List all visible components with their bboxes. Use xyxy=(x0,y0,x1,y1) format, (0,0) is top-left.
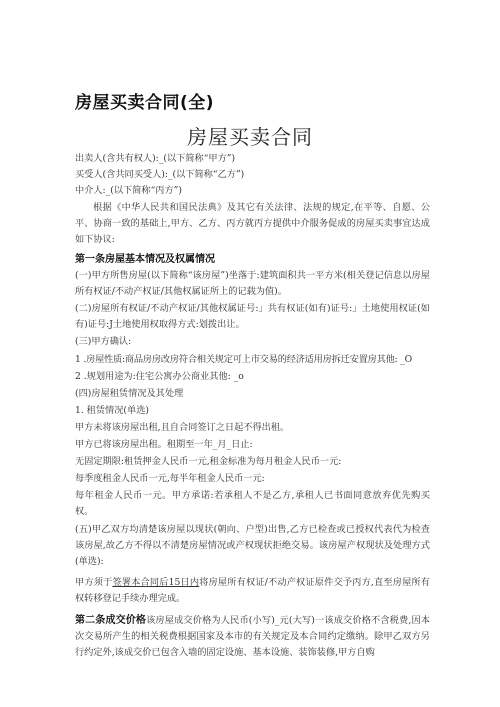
section-1-clause-3: (三)甲方确认: xyxy=(75,336,132,347)
lease-option-no-term: 无固定期限:租赁押金人民币一元,租金标准为每月租金人民币一元: xyxy=(75,456,342,467)
section-2-paragraph xyxy=(75,613,430,661)
certificate-delivery-deadline: 签署本合同后15日内 xyxy=(112,577,200,588)
planned-use-line: 2 .规划用途为:住宅公寓办公商业其他: _o xyxy=(75,371,244,382)
lease-option-quarterly: 每季度租金人民币一元,每半年租金人民币一元: xyxy=(75,473,265,484)
preamble-paragraph: 根据《中华人民共和国民法典》及其它有关法律、法规的规定,在平等、自愿、公平、协商一致的基础上,甲方、乙方、丙方就丙方提供中介服务促成的房屋买卖事宜达成如下协议: xyxy=(75,202,430,245)
lease-option-yearly: 每年租金人民币一元。甲方承诺:若承租人不是乙方,承租人已书面同意放弃优先购买权。 xyxy=(75,490,430,517)
section-1-clause-5: (五)甲乙双方均清楚该房屋以现状(朝向、户型)出售,乙方已检查或已授权代表代为检查该房屋,故乙方不得以不清楚房屋情况或产权现状拒绝交易。该房屋产权现状及处理方式(单选): xyxy=(75,524,430,567)
lease-option-heading: 1. 租赁情况(单选) xyxy=(75,405,149,416)
party-agent-line: 中介人:_(以下简称“丙方”) xyxy=(75,185,182,196)
section-2-body: 该房屋成交价格为人民币(小写)_元(大写)一该成交价格不含税费,因本次交易所产生的相关税费根据国家及本市的有关规定及本合同约定缴纳。除甲乙双方另行约定外,该成交价已包含入墙的固定设施、基本设施、装饰装修,甲方自购 xyxy=(75,615,430,658)
party-buyer-line: 买受人(含共同买受人):_(以下简称“乙方”) xyxy=(75,169,245,180)
section-1-clause-2: (二)房屋所有权证/不动产权证/其他权属证号:」共有权证(如有)证号:」土地使用权证(如有)证号:J土地使用权取得方式:划拨出让。 xyxy=(75,303,430,330)
section-1-title: 第一条房屋基本情况及权属情况 xyxy=(75,254,215,265)
property-nature-line: 1 .房屋性质:商品房房改房符合相关规定可上市交易的经济适用房拆迁安置房其他: _O xyxy=(75,354,412,365)
contract-title: 房屋买卖合同 xyxy=(187,125,313,149)
lease-option-rented: 甲方已将该房屋出租。租期至一年_月_日止: xyxy=(75,439,253,450)
lease-option-not-rented: 甲方未将该房屋出租,且自合同签订之日起不得出租。 xyxy=(75,422,290,433)
certificate-delivery-suffix: 将房屋所有权证/不动产权证原件交予丙方,直至房屋所有权转移登记手续办理完成。 xyxy=(75,577,430,604)
certificate-delivery-prefix: 甲方须于 xyxy=(75,577,113,588)
party-seller-line: 出卖人(含共有权人):_(以下简称“甲方”) xyxy=(75,153,236,164)
section-1-clause-1: (一)甲方所售房屋(以下简称“该房屋”)坐落于:建筑面积共一平方米(相关登记信息以房屋所有权证/不动产权证/其他权属证所上的记载为值)。 xyxy=(75,270,430,297)
lease-status-heading: (四)房屋租赁情况及其处理 xyxy=(75,388,184,399)
document-heading: 房屋买卖合同(全) xyxy=(75,93,215,113)
section-2-title: 第二条成交价格 xyxy=(75,615,147,626)
certificate-delivery-paragraph xyxy=(75,575,430,607)
